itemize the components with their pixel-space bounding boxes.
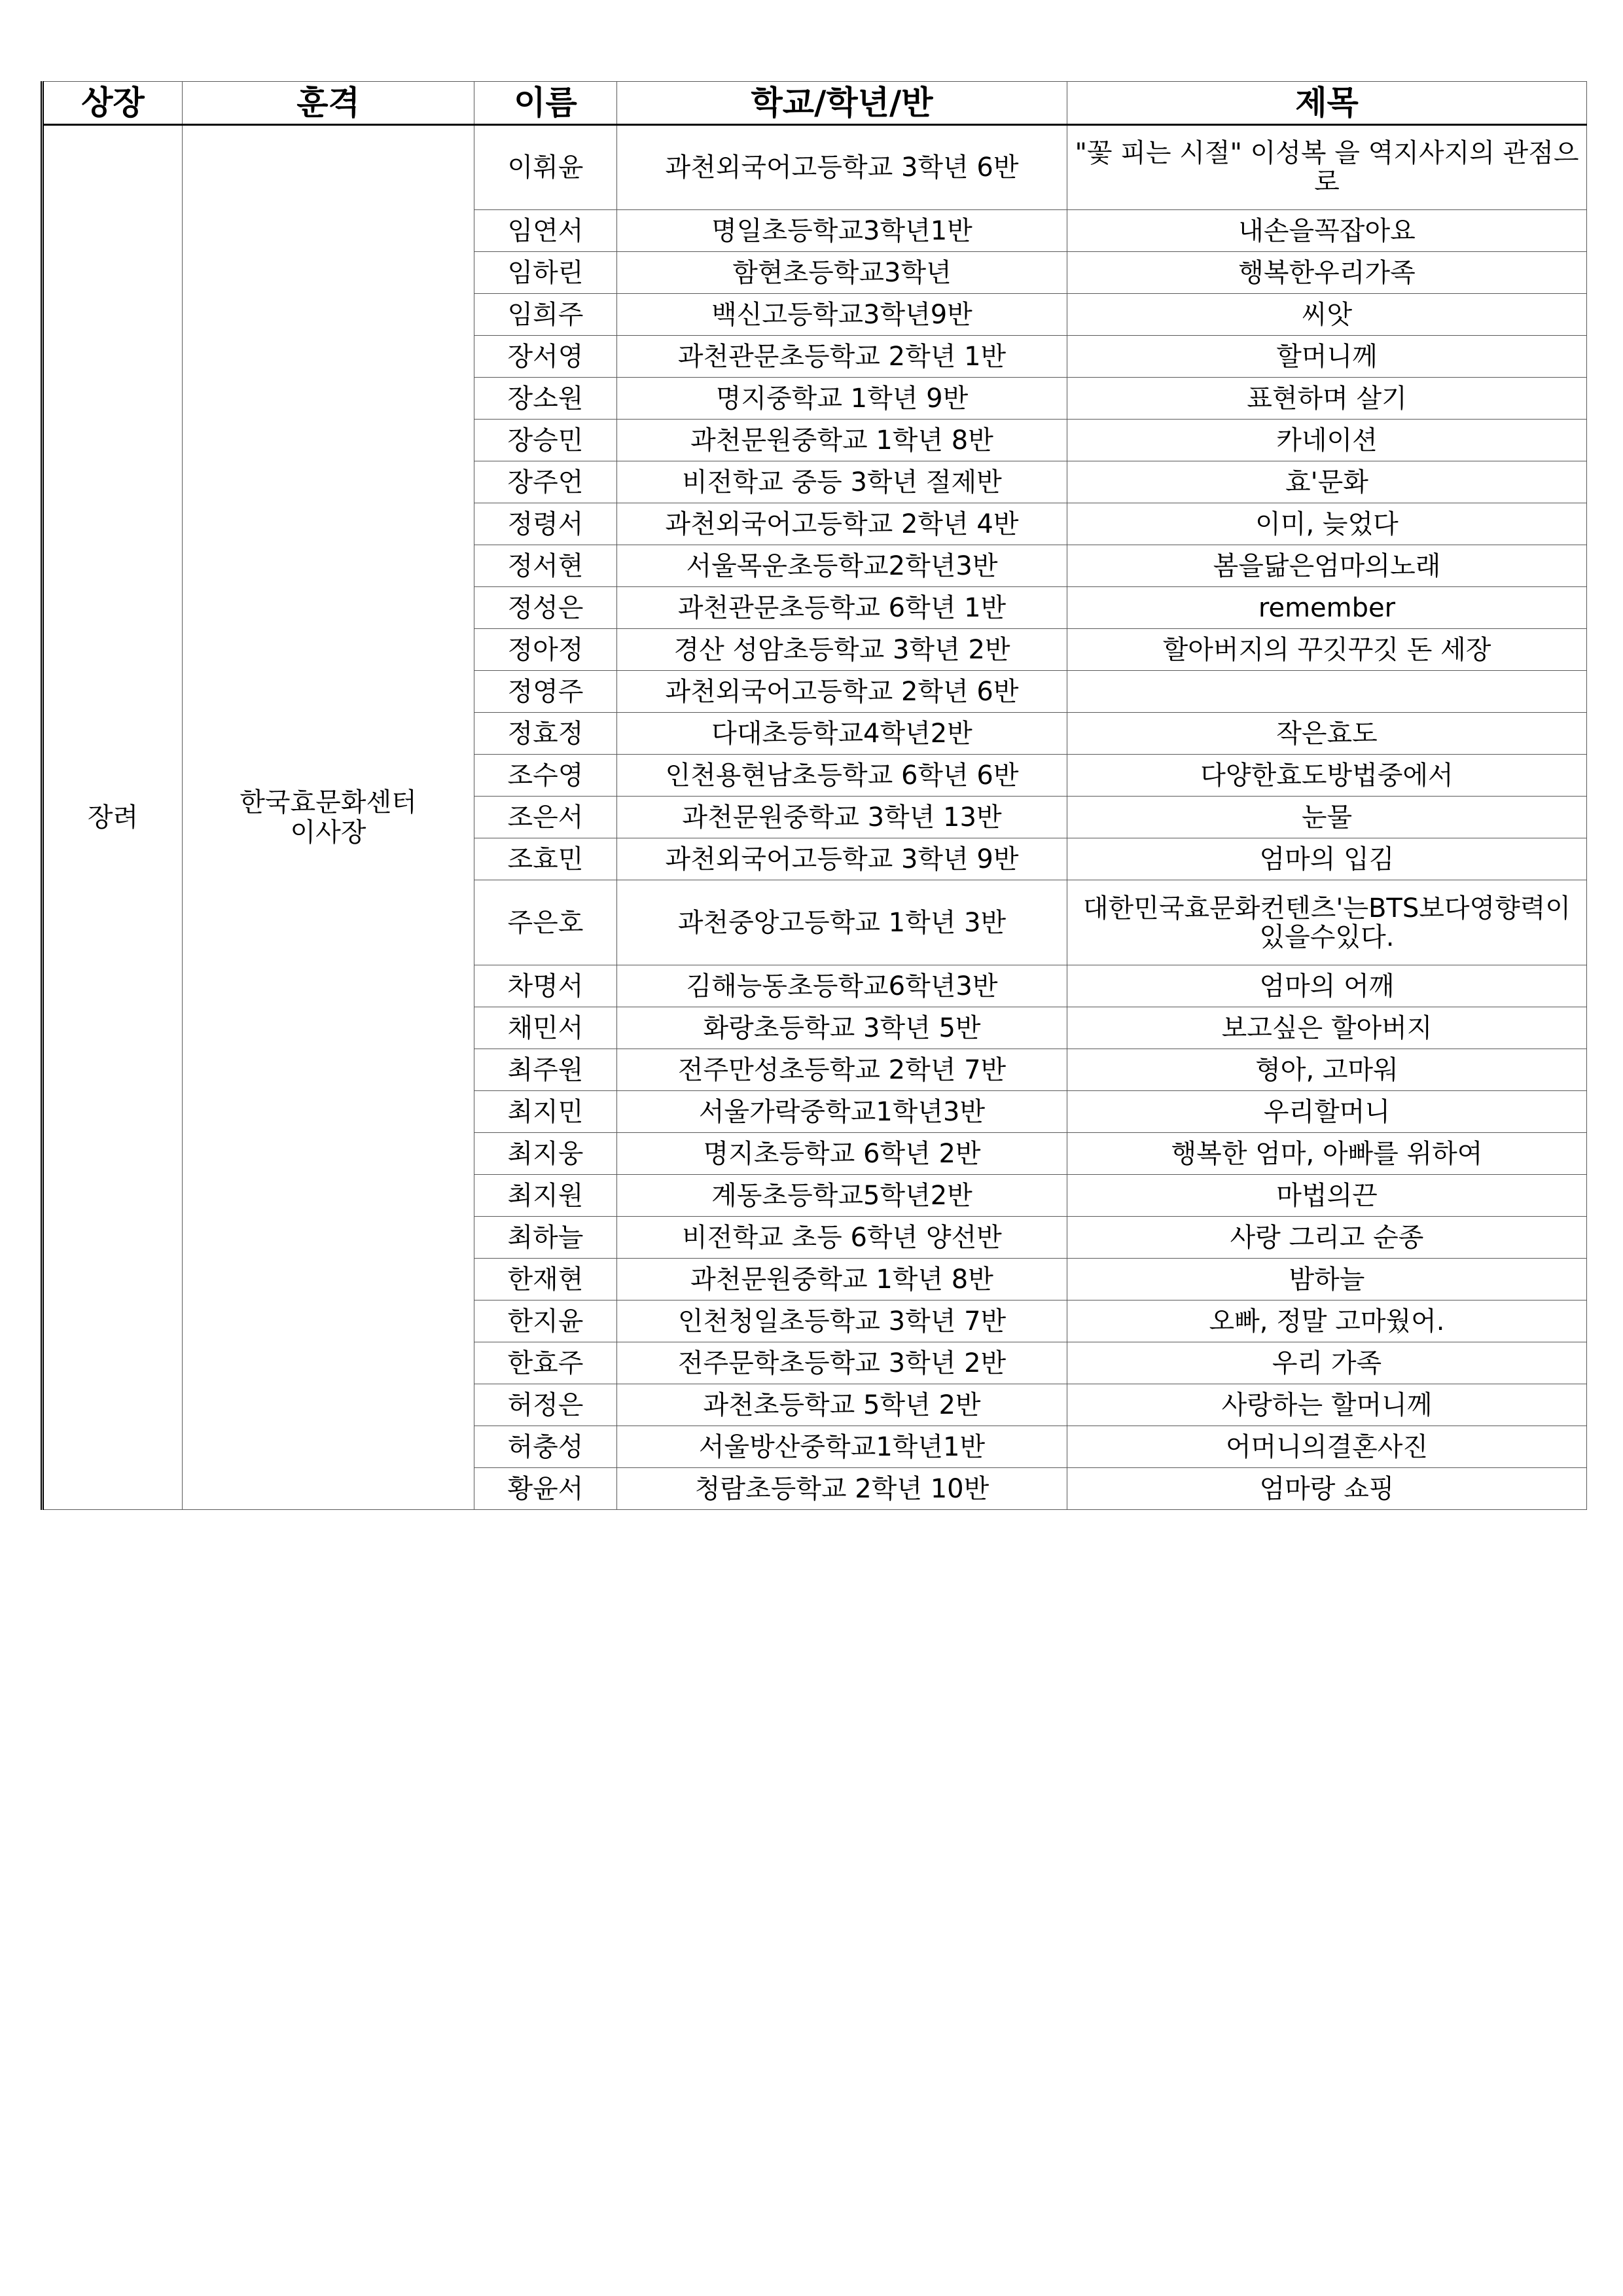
school-cell: 경산 성암초등학교 3학년 2반	[617, 629, 1067, 671]
name-cell: 한효주	[474, 1342, 617, 1384]
table-body	[43, 125, 1587, 1510]
school-cell: 인천청일초등학교 3학년 7반	[617, 1300, 1067, 1342]
school-cell: 과천외국어고등학교 3학년 9반	[617, 838, 1067, 880]
header-school: 학교/학년/반	[617, 82, 1067, 125]
school-cell: 명지중학교 1학년 9반	[617, 378, 1067, 420]
award-winners-table	[41, 81, 1587, 1510]
school-cell: 과천문원중학교 1학년 8반	[617, 420, 1067, 461]
title-cell: 엄마의 입김	[1067, 838, 1587, 880]
name-cell: 최주원	[474, 1049, 617, 1091]
school-cell: 인천용현남초등학교 6학년 6반	[617, 755, 1067, 797]
school-cell: 과천외국어고등학교 3학년 6반	[617, 125, 1067, 210]
name-cell: 차명서	[474, 965, 617, 1007]
title-cell: 밤하늘	[1067, 1259, 1587, 1300]
name-cell: 장주언	[474, 461, 617, 503]
title-cell: 할머니께	[1067, 336, 1587, 378]
school-cell: 다대초등학교4학년2반	[617, 713, 1067, 755]
school-cell: 과천초등학교 5학년 2반	[617, 1384, 1067, 1426]
honor-cell	[183, 125, 474, 1510]
name-cell: 조효민	[474, 838, 617, 880]
name-cell: 임연서	[474, 210, 617, 252]
title-cell: 행복한 엄마, 아빠를 위하여	[1067, 1133, 1587, 1175]
school-cell: 명일초등학교3학년1반	[617, 210, 1067, 252]
title-cell: 우리할머니	[1067, 1091, 1587, 1133]
title-cell: 봄을닮은엄마의노래	[1067, 545, 1587, 587]
name-cell: 이휘윤	[474, 125, 617, 210]
name-cell: 한재현	[474, 1259, 617, 1300]
name-cell: 채민서	[474, 1007, 617, 1049]
title-cell: remember	[1067, 587, 1587, 629]
name-cell: 조수영	[474, 755, 617, 797]
title-cell: 행복한우리가족	[1067, 252, 1587, 294]
title-cell: 다양한효도방법중에서	[1067, 755, 1587, 797]
title-cell: 보고싶은 할아버지	[1067, 1007, 1587, 1049]
title-cell: 어머니의결혼사진	[1067, 1426, 1587, 1468]
name-cell: 정아정	[474, 629, 617, 671]
title-cell: 마법의끈	[1067, 1175, 1587, 1217]
title-cell: 표현하며 살기	[1067, 378, 1587, 420]
school-cell: 과천관문초등학교 6학년 1반	[617, 587, 1067, 629]
school-cell: 과천외국어고등학교 2학년 4반	[617, 503, 1067, 545]
title-cell: 카네이션	[1067, 420, 1587, 461]
title-cell: 씨앗	[1067, 294, 1587, 336]
award-level-cell: 장려	[43, 125, 183, 1510]
name-cell: 장서영	[474, 336, 617, 378]
honor-line-1: 한국효문화센터	[240, 787, 417, 817]
title-cell: 엄마랑 쇼핑	[1067, 1468, 1587, 1510]
school-cell: 전주문학초등학교 3학년 2반	[617, 1342, 1067, 1384]
table-row	[43, 125, 1587, 210]
school-cell: 계동초등학교5학년2반	[617, 1175, 1067, 1217]
name-cell: 장승민	[474, 420, 617, 461]
title-cell: 사랑 그리고 순종	[1067, 1217, 1587, 1259]
school-cell: 과천외국어고등학교 2학년 6반	[617, 671, 1067, 713]
school-cell: 과천문원중학교 3학년 13반	[617, 797, 1067, 838]
name-cell: 임하린	[474, 252, 617, 294]
title-cell	[1067, 671, 1587, 713]
name-cell: 정령서	[474, 503, 617, 545]
honor-line-2: 이사장	[290, 817, 366, 848]
title-cell: 내손을꼭잡아요	[1067, 210, 1587, 252]
title-cell: 형아, 고마워	[1067, 1049, 1587, 1091]
table-header	[43, 82, 1587, 125]
name-cell: 허충성	[474, 1426, 617, 1468]
name-cell: 정성은	[474, 587, 617, 629]
school-cell: 과천관문초등학교 2학년 1반	[617, 336, 1067, 378]
name-cell: 최지웅	[474, 1133, 617, 1175]
school-cell: 서울목운초등학교2학년3반	[617, 545, 1067, 587]
name-cell: 한지윤	[474, 1300, 617, 1342]
title-cell: 사랑하는 할머니께	[1067, 1384, 1587, 1426]
header-title: 제목	[1067, 82, 1587, 125]
school-cell: 서울가락중학교1학년3반	[617, 1091, 1067, 1133]
name-cell: 조은서	[474, 797, 617, 838]
name-cell: 주은호	[474, 880, 617, 965]
title-cell: 할아버지의 꾸깃꾸깃 돈 세장	[1067, 629, 1587, 671]
school-cell: 함현초등학교3학년	[617, 252, 1067, 294]
header-award: 상장	[43, 82, 183, 125]
header-row	[43, 82, 1587, 125]
school-cell: 청람초등학교 2학년 10반	[617, 1468, 1067, 1510]
name-cell: 최지원	[474, 1175, 617, 1217]
name-cell: 황윤서	[474, 1468, 617, 1510]
title-cell: 오빠, 정말 고마웠어.	[1067, 1300, 1587, 1342]
school-cell: 비전학교 중등 3학년 절제반	[617, 461, 1067, 503]
title-cell: 우리 가족	[1067, 1342, 1587, 1384]
name-cell: 최하늘	[474, 1217, 617, 1259]
school-cell: 전주만성초등학교 2학년 7반	[617, 1049, 1067, 1091]
name-cell: 정영주	[474, 671, 617, 713]
title-cell: "꽃 피는 시절" 이성복 을 역지사지의 관점으로	[1067, 125, 1587, 210]
school-cell: 김해능동초등학교6학년3반	[617, 965, 1067, 1007]
school-cell: 화랑초등학교 3학년 5반	[617, 1007, 1067, 1049]
name-cell: 정서현	[474, 545, 617, 587]
name-cell: 장소원	[474, 378, 617, 420]
title-cell: 엄마의 어깨	[1067, 965, 1587, 1007]
header-honor: 훈격	[183, 82, 474, 125]
school-cell: 서울방산중학교1학년1반	[617, 1426, 1067, 1468]
name-cell: 정효정	[474, 713, 617, 755]
name-cell: 허정은	[474, 1384, 617, 1426]
name-cell: 최지민	[474, 1091, 617, 1133]
school-cell: 과천중앙고등학교 1학년 3반	[617, 880, 1067, 965]
title-cell: 효'문화	[1067, 461, 1587, 503]
school-cell: 백신고등학교3학년9반	[617, 294, 1067, 336]
school-cell: 명지초등학교 6학년 2반	[617, 1133, 1067, 1175]
title-cell: 작은효도	[1067, 713, 1587, 755]
title-cell: 눈물	[1067, 797, 1587, 838]
name-cell: 임희주	[474, 294, 617, 336]
title-cell: 이미, 늦었다	[1067, 503, 1587, 545]
school-cell: 비전학교 초등 6학년 양선반	[617, 1217, 1067, 1259]
title-cell: 대한민국효문화컨텐츠'는BTS보다영향력이있을수있다.	[1067, 880, 1587, 965]
header-name: 이름	[474, 82, 617, 125]
school-cell: 과천문원중학교 1학년 8반	[617, 1259, 1067, 1300]
